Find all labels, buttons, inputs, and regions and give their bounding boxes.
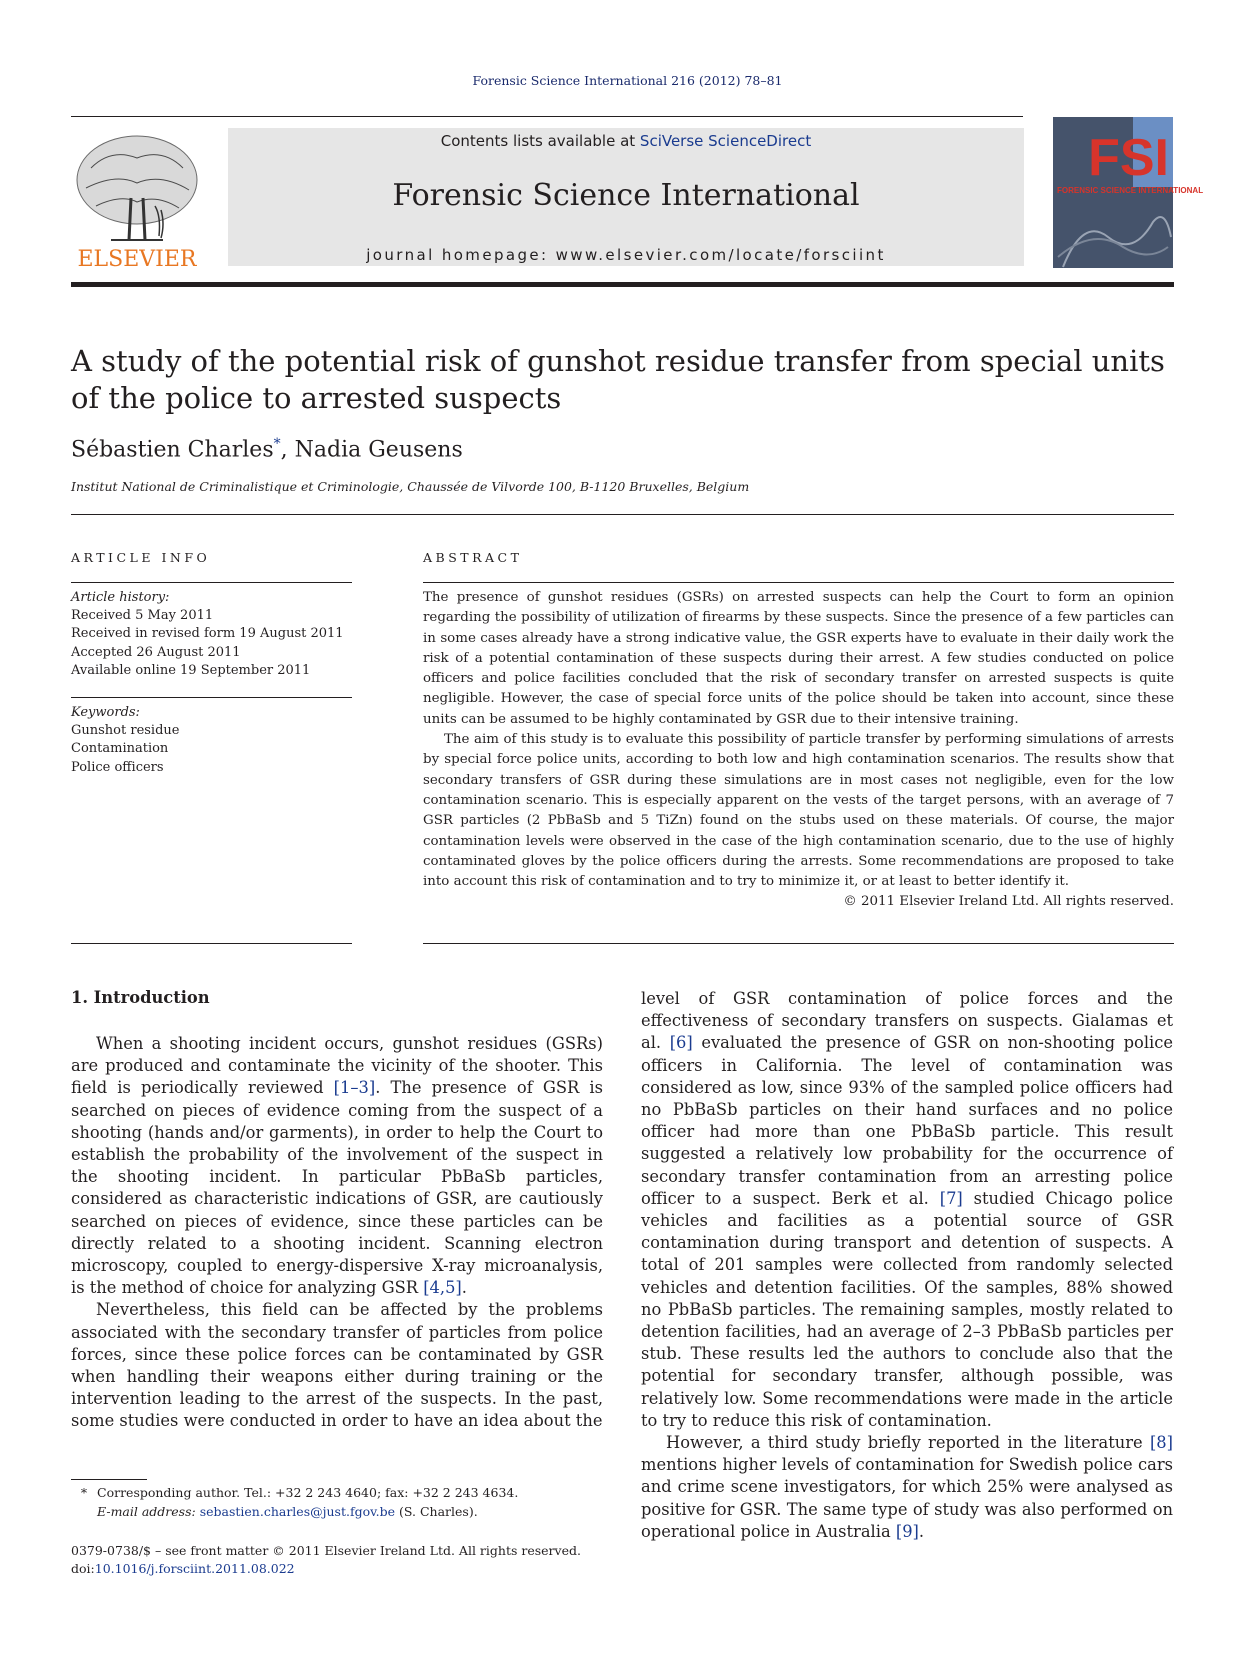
body-text: studied Chicago police vehicles and facilities as a potential source of GSR contamination during transport and detention of suspects. A total of 201 samples were collected from randomly selected vehicles and detention facilities. Of the samples, 88% showed no PbBaSb particles. The remaining samples, mostly related to detention facilities, had an average of 2–3 PbBaSb particles per stub. These results led the authors to conclude also that the potential for secondary transfer, although possible, was relatively low. Some recommendations were made in the article to try to reduce this risk of contamination.: [641, 1188, 1173, 1430]
front-matter-text: 0379-0738/$ – see front matter © 2011 Elsevier Ireland Ltd. All rights reserved.: [71, 1543, 581, 1558]
abstract-rule-top: [423, 582, 1174, 583]
journal-homepage[interactable]: journal homepage: www.elsevier.com/locate/forsciint: [366, 246, 886, 264]
body-paragraph: [641, 988, 1173, 1432]
cover-image-icon: [1053, 117, 1204, 268]
header-thick-rule: [71, 282, 1174, 287]
keyword-item: Police officers: [71, 759, 164, 775]
reference-link-9[interactable]: [9]: [895, 1521, 919, 1541]
affiliation: Institut National de Criminalistique et Criminologie, Chaussée de Vilvorde 100, B-1120 Bruxelles, Belgium: [71, 479, 750, 494]
reference-link-4-5[interactable]: [4,5]: [423, 1278, 462, 1298]
keyword-item: Contamination: [71, 741, 169, 757]
body-paragraph: [71, 1033, 603, 1299]
body-text: mentions higher levels of contamination for Swedish police cars and crime scene investigators, for which 25% were analysed as positive for GSR. The same type of study was also performed on operational police in Australia: [641, 1455, 1173, 1541]
email-suffix: (S. Charles).: [395, 1503, 478, 1519]
doi-line: [71, 1560, 581, 1578]
abstract-heading: ABSTRACT: [423, 550, 523, 565]
body-paragraph: [641, 1432, 1173, 1543]
footnote-mark: *: [80, 1485, 88, 1500]
corresponding-footnote: [71, 1484, 518, 1521]
contents-prefix: Contents lists available at: [440, 132, 640, 150]
abstract-body: [423, 588, 1174, 913]
body-column-right: [641, 988, 1173, 1543]
author-geusens: Nadia Geusens: [294, 437, 463, 463]
article-info-heading: ARTICLE INFO: [71, 550, 211, 565]
history-revised: Received in revised form 19 August 2011: [71, 626, 344, 642]
body-paragraph: Nevertheless, this field can be affected by the problems associated with the secondary transfer of particles from police forces, since these police forces can be contaminated by GSR when handling their weapons either during training or the intervention leading to the arrest of the suspects. In the past, some studies were conducted in order to have an idea about the: [71, 1300, 603, 1431]
body-text: evaluated the presence of GSR on non-shooting police officers in California. The level of contamination was considered as low, since 93% of the sampled police officers had no PbBaSb particles on their hand surfaces and no police officer had more than one PbBaSb particle. This result suggested a relatively low probability for the occurrence of secondary transfer contamination from an arresting police officer to a suspect. Berk et al.: [641, 1033, 1174, 1208]
journal-cover: [1053, 117, 1204, 268]
doi-label: doi:: [71, 1561, 95, 1576]
email-link[interactable]: sebastien.charles@just.fgov.be: [199, 1503, 396, 1519]
copyright-notice: © 2011 Elsevier Ireland Ltd. All rights reserved.: [843, 894, 1174, 910]
abstract-paragraph-1: The presence of gunshot residues (GSRs) on arrested suspects can help the Court to form an opinion regarding the possibility of utilization of firearms by these suspects. Since the presence of a few particles can in some cases already have a strong indicative value, the GSR experts have to evaluate in their daily work the risk of a potential contamination of these suspects during their arrest. A few studies conducted on police officers and police facilities concluded that the risk of secondary transfer on arrested suspects is quite negligible. However, the case of special force units of the police should be taken into account, since these units can be assumed to be highly contaminated by GSR due to their intensive training.: [423, 590, 1174, 727]
body-text: . The presence of GSR is searched on pieces of evidence coming from the suspect of a shooting (hands and/or garments), in order to help the Court to establish the probability of the involvement of the suspect in the shooting incident. In particular PbBaSb particles, considered as characteristic indications of GSR, are cautiously searched on pieces of evidence, since these particles can be directly related to a shooting incident. Scanning electron microscopy, coupled to energy-dispersive X-ray microanalysis, is the method of choice for analyzing GSR: [71, 1078, 603, 1298]
body-text: .: [461, 1278, 467, 1298]
journal-ref-text[interactable]: Forensic Science International 216 (2012) 78–81: [472, 73, 783, 88]
author-charles: Sébastien Charles: [71, 437, 274, 463]
doi-link[interactable]: 10.1016/j.forsciint.2011.08.022: [94, 1561, 295, 1576]
keywords: [71, 704, 179, 777]
history-online: Available online 19 September 2011: [71, 662, 311, 678]
article-info-rule-bottom: [71, 943, 352, 944]
top-rule: [71, 116, 1023, 117]
reference-link-7[interactable]: [7]: [939, 1188, 963, 1208]
reference-link-1-3[interactable]: [1–3]: [333, 1078, 376, 1098]
corresponding-author-mark[interactable]: *: [273, 436, 281, 452]
journal-title: Forensic Science International: [392, 178, 860, 213]
article-info-rule-top: [71, 582, 352, 583]
elsevier-wordmark: ELSEVIER: [77, 247, 197, 272]
journal-reference: [0, 73, 1255, 88]
elsevier-tree-icon: [71, 128, 203, 270]
keywords-label: Keywords:: [71, 705, 140, 720]
footnote-line: [71, 1484, 518, 1503]
footnote-text: Corresponding author. Tel.: +32 2 243 4640; fax: +32 2 243 4634.: [97, 1485, 519, 1500]
article-title: A study of the potential risk of gunshot residue transfer from special units of the police to arrested suspects: [71, 344, 1165, 415]
cover-letters: FSI: [1088, 129, 1169, 187]
reference-link-6[interactable]: [6]: [669, 1033, 693, 1053]
history-accepted: Accepted 26 August 2011: [71, 644, 241, 660]
contents-line: [228, 132, 1024, 150]
footnote-rule: [71, 1479, 147, 1480]
body-text: .: [918, 1521, 925, 1541]
email-label: E-mail address:: [97, 1503, 200, 1519]
reference-link-8[interactable]: [8]: [1149, 1433, 1173, 1453]
title-rule: [71, 514, 1174, 515]
email-line: [71, 1503, 518, 1522]
article-info-rule-mid: [71, 697, 352, 698]
cover-title: FORENSIC SCIENCE INTERNATIONAL: [1057, 186, 1204, 195]
body-column-left: [71, 1033, 603, 1433]
body-text: However, a third study briefly reported in the literature: [666, 1433, 1150, 1453]
article-history: [71, 589, 344, 680]
abstract-rule-bottom: [423, 943, 1174, 944]
keyword-item: Gunshot residue: [71, 723, 180, 739]
body-text: level of GSR contamination of police forces and the effectiveness of secondary transfers on suspects. Gialamas et al.: [641, 989, 1173, 1053]
history-received: Received 5 May 2011: [71, 608, 214, 624]
sciencedirect-link[interactable]: SciVerse ScienceDirect: [639, 132, 812, 150]
body-text: When a shooting incident occurs, gunshot residues (GSRs) are produced and contaminate the vicinity of the shooter. This field is periodically reviewed: [71, 1034, 603, 1098]
history-label: Article history:: [71, 590, 170, 605]
journal-banner: [228, 128, 1024, 266]
section-heading-introduction: 1. Introduction: [71, 988, 210, 1007]
elsevier-logo: [71, 128, 203, 270]
abstract-paragraph-2: The aim of this study is to evaluate this possibility of particle transfer by performing simulations of arrests by special force police units, according to both low and high contamination scenarios. The results show that secondary transfers of GSR during these simulations are in most cases not negligible, even for the low contamination scenario. This is especially apparent on the vests of the target persons, with an average of 7 GSR particles (2 PbBaSb and 5 TiZn) found on the stubs used on these materials. Of course, the major contamination levels were observed in the case of the high contamination scenario, due to the use of highly contaminated gloves by the police officers during the arrests. Some recommendations are proposed to take into account this risk of contamination and to try to minimize it, or at least to better identify it.: [423, 732, 1174, 890]
author-separator: ,: [280, 437, 295, 463]
authors: [71, 436, 463, 462]
front-matter: [71, 1542, 581, 1578]
